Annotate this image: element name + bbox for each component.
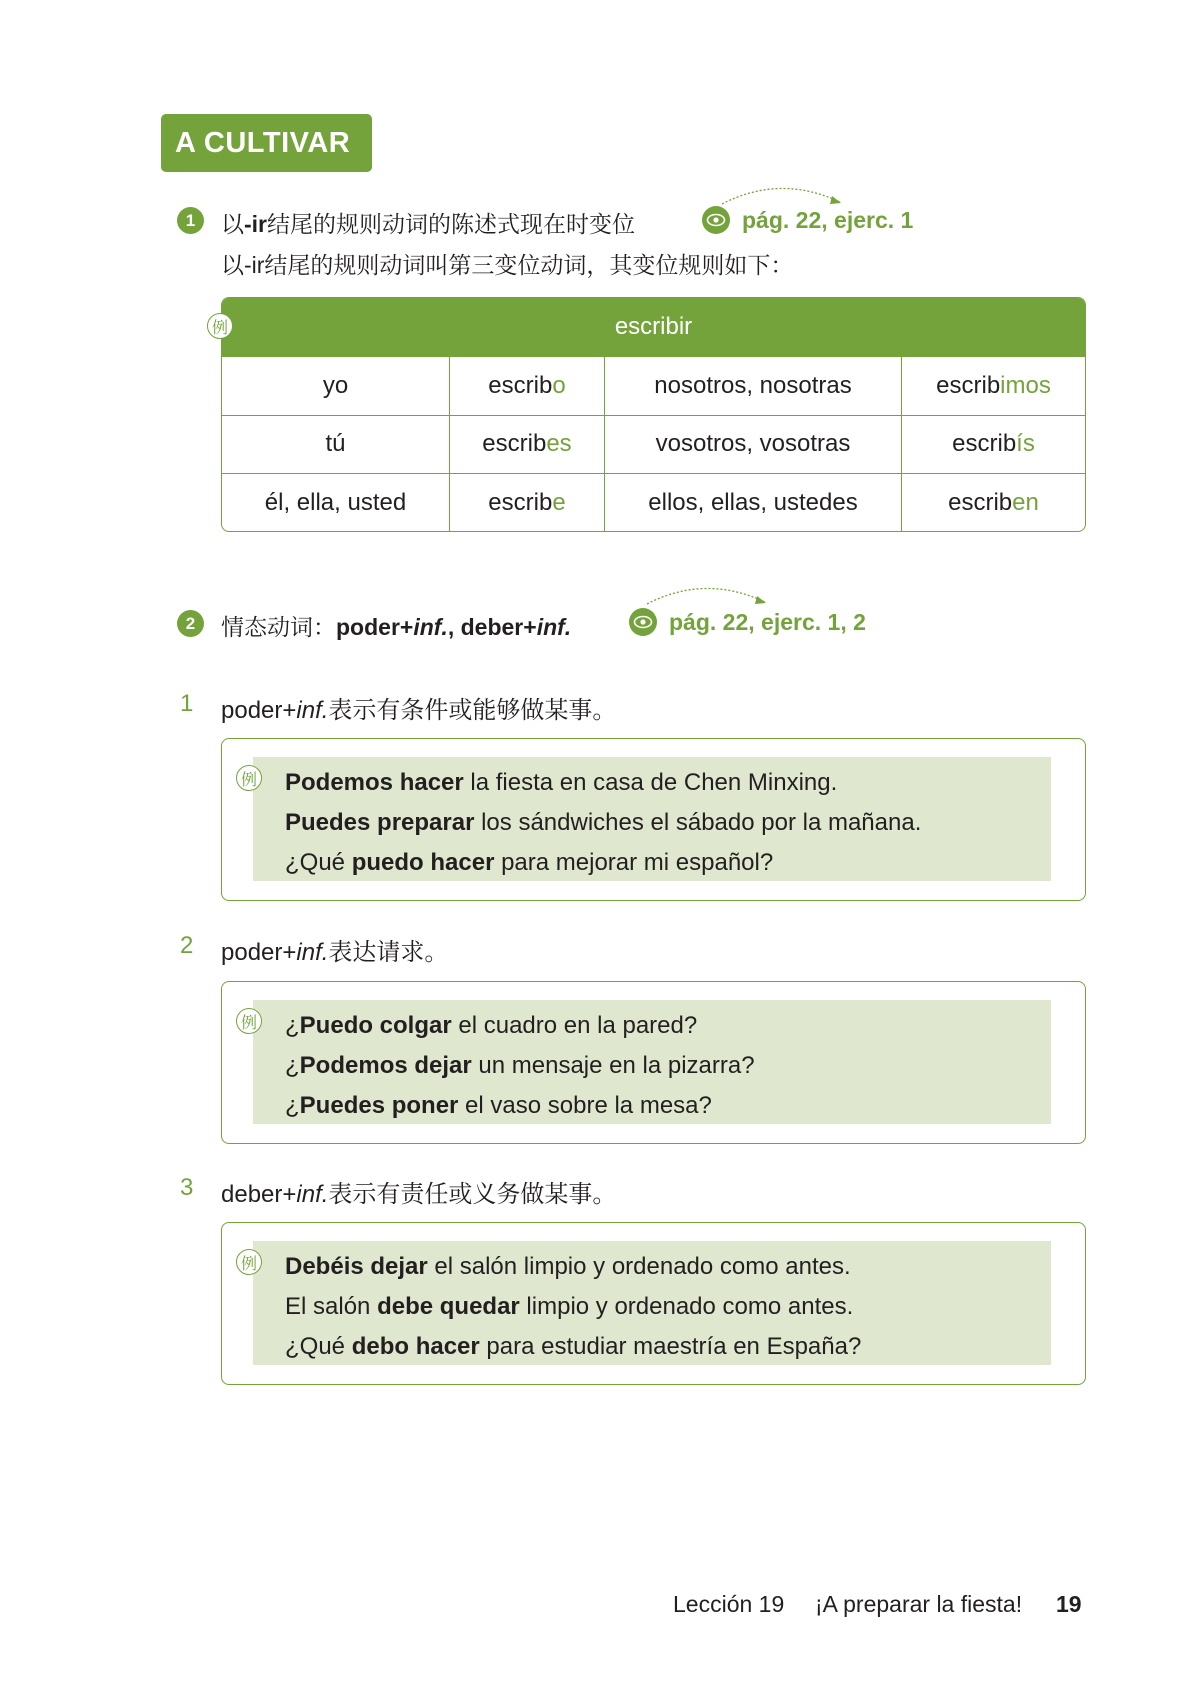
subpoint-title [221,1174,616,1209]
subpoint-description: 表示有责任或义务做某事。 [328,1181,617,1208]
form-ending: imos [1000,371,1051,399]
point2-title-term1: poder+ [336,614,414,640]
form-ending: es [546,430,572,458]
table-verb-header: escribir [222,298,1085,356]
conjugation-table [221,297,1086,532]
point2-title [221,609,571,642]
footer-lesson-title: ¡A preparar la fiesta! [815,1591,1023,1617]
example-content [253,757,1051,881]
form-cell [901,357,1085,415]
page-number: 19 [1056,1591,1082,1617]
example-sentence: ¿Qué puedo hacer para mejorar mi español? [285,849,774,876]
subpoint-title [221,932,448,967]
point1-subtitle: 以-ir结尾的规则动词叫第三变位动词，其变位规则如下： [221,252,794,278]
point1-title-suffix: 结尾的规则动词的陈述式现在时变位 [267,211,635,237]
form-cell [449,474,604,532]
form-ending: en [1012,488,1039,516]
pronoun-cell: él, ella, usted [264,488,407,516]
subpoint-term: poder+ [221,939,297,966]
form-ending: o [552,371,566,399]
point2-title-term2: deber+ [460,614,537,640]
point2-reference-text: pág. 22, ejerc. 1, 2 [669,608,866,635]
point1-title-bold: -ir [244,211,267,237]
point1-reference-text: pág. 22, ejerc. 1 [742,206,914,233]
subpoint-number: 1 [180,690,194,717]
form-stem: escrib [948,488,1013,516]
form-ending: ís [1016,430,1035,458]
footer-lesson: Lección 19 [673,1591,785,1617]
example-tag-icon: 例 [236,1249,262,1275]
point2-title-separator: , [447,614,461,640]
example-box [221,1222,1086,1385]
example-tag-icon: 例 [207,313,233,339]
example-content [253,1000,1051,1124]
pronoun-cell: yo [322,371,349,399]
example-sentence: Puedes preparar los sándwiches el sábado por la mañana. [285,809,922,836]
example-box [221,981,1086,1144]
form-cell [901,474,1085,532]
subpoint-number: 2 [180,932,194,959]
example-sentence: El salón debe quedar limpio y ordenado como antes. [285,1293,854,1320]
point2-title-term1-inf: inf. [413,614,448,640]
point-number-badge: 1 [177,207,204,234]
point1-title-prefix: 以 [221,211,244,237]
subpoint-term: deber+ [221,1181,297,1208]
eye-icon [629,608,657,636]
point-number-badge: 2 [177,610,204,637]
table-row [222,473,1085,532]
example-content [253,1241,1051,1365]
table-row [222,356,1085,415]
subpoint-term-inf: inf. [296,1181,329,1208]
form-stem: escrib [482,430,547,458]
subpoint-description: 表示有条件或能够做某事。 [328,697,617,724]
eye-icon [702,206,730,234]
table-row [222,415,1085,474]
form-stem: escrib [952,430,1017,458]
subpoint-term-inf: inf. [296,697,329,724]
form-stem: escrib [936,371,1001,399]
pronoun-cell: nosotros, nosotras [604,357,901,415]
point1-title [221,206,635,239]
example-sentence: Debéis dejar el salón limpio y ordenado como antes. [285,1253,851,1280]
example-sentence: ¿Puedes poner el vaso sobre la mesa? [285,1092,712,1119]
pronoun-cell: ellos, ellas, ustedes [604,474,901,532]
subpoint-term: poder+ [221,697,297,724]
pronoun-cell: vosotros, vosotras [604,416,901,474]
example-tag-icon: 例 [236,1008,262,1034]
subpoint-term-inf: inf. [296,939,329,966]
example-sentence: ¿Podemos dejar un mensaje en la pizarra? [285,1052,755,1079]
section-title: A CULTIVAR [161,114,372,172]
form-ending: e [552,488,566,516]
curved-arrow-icon [645,580,775,610]
point2-title-cn: 情态动词： [221,614,336,640]
subpoint-number: 3 [180,1174,194,1201]
form-stem: escrib [488,371,553,399]
point2-title-term2-inf: inf. [536,614,572,640]
pronoun-cell: tú [325,430,346,458]
form-cell [901,416,1085,474]
form-cell [449,416,604,474]
example-tag-icon: 例 [236,765,262,791]
point1-reference-link[interactable] [702,206,913,234]
point2-reference-link[interactable] [629,608,866,636]
subpoint-description: 表达请求。 [328,939,449,966]
example-sentence: ¿Puedo colgar el cuadro en la pared? [285,1012,698,1039]
form-cell [449,357,604,415]
form-stem: escrib [488,488,553,516]
example-sentence: Podemos hacer la fiesta en casa de Chen Minxing. [285,769,838,796]
example-sentence: ¿Qué debo hacer para estudiar maestría en España? [285,1333,862,1360]
example-box [221,738,1086,901]
subpoint-title [221,690,616,725]
